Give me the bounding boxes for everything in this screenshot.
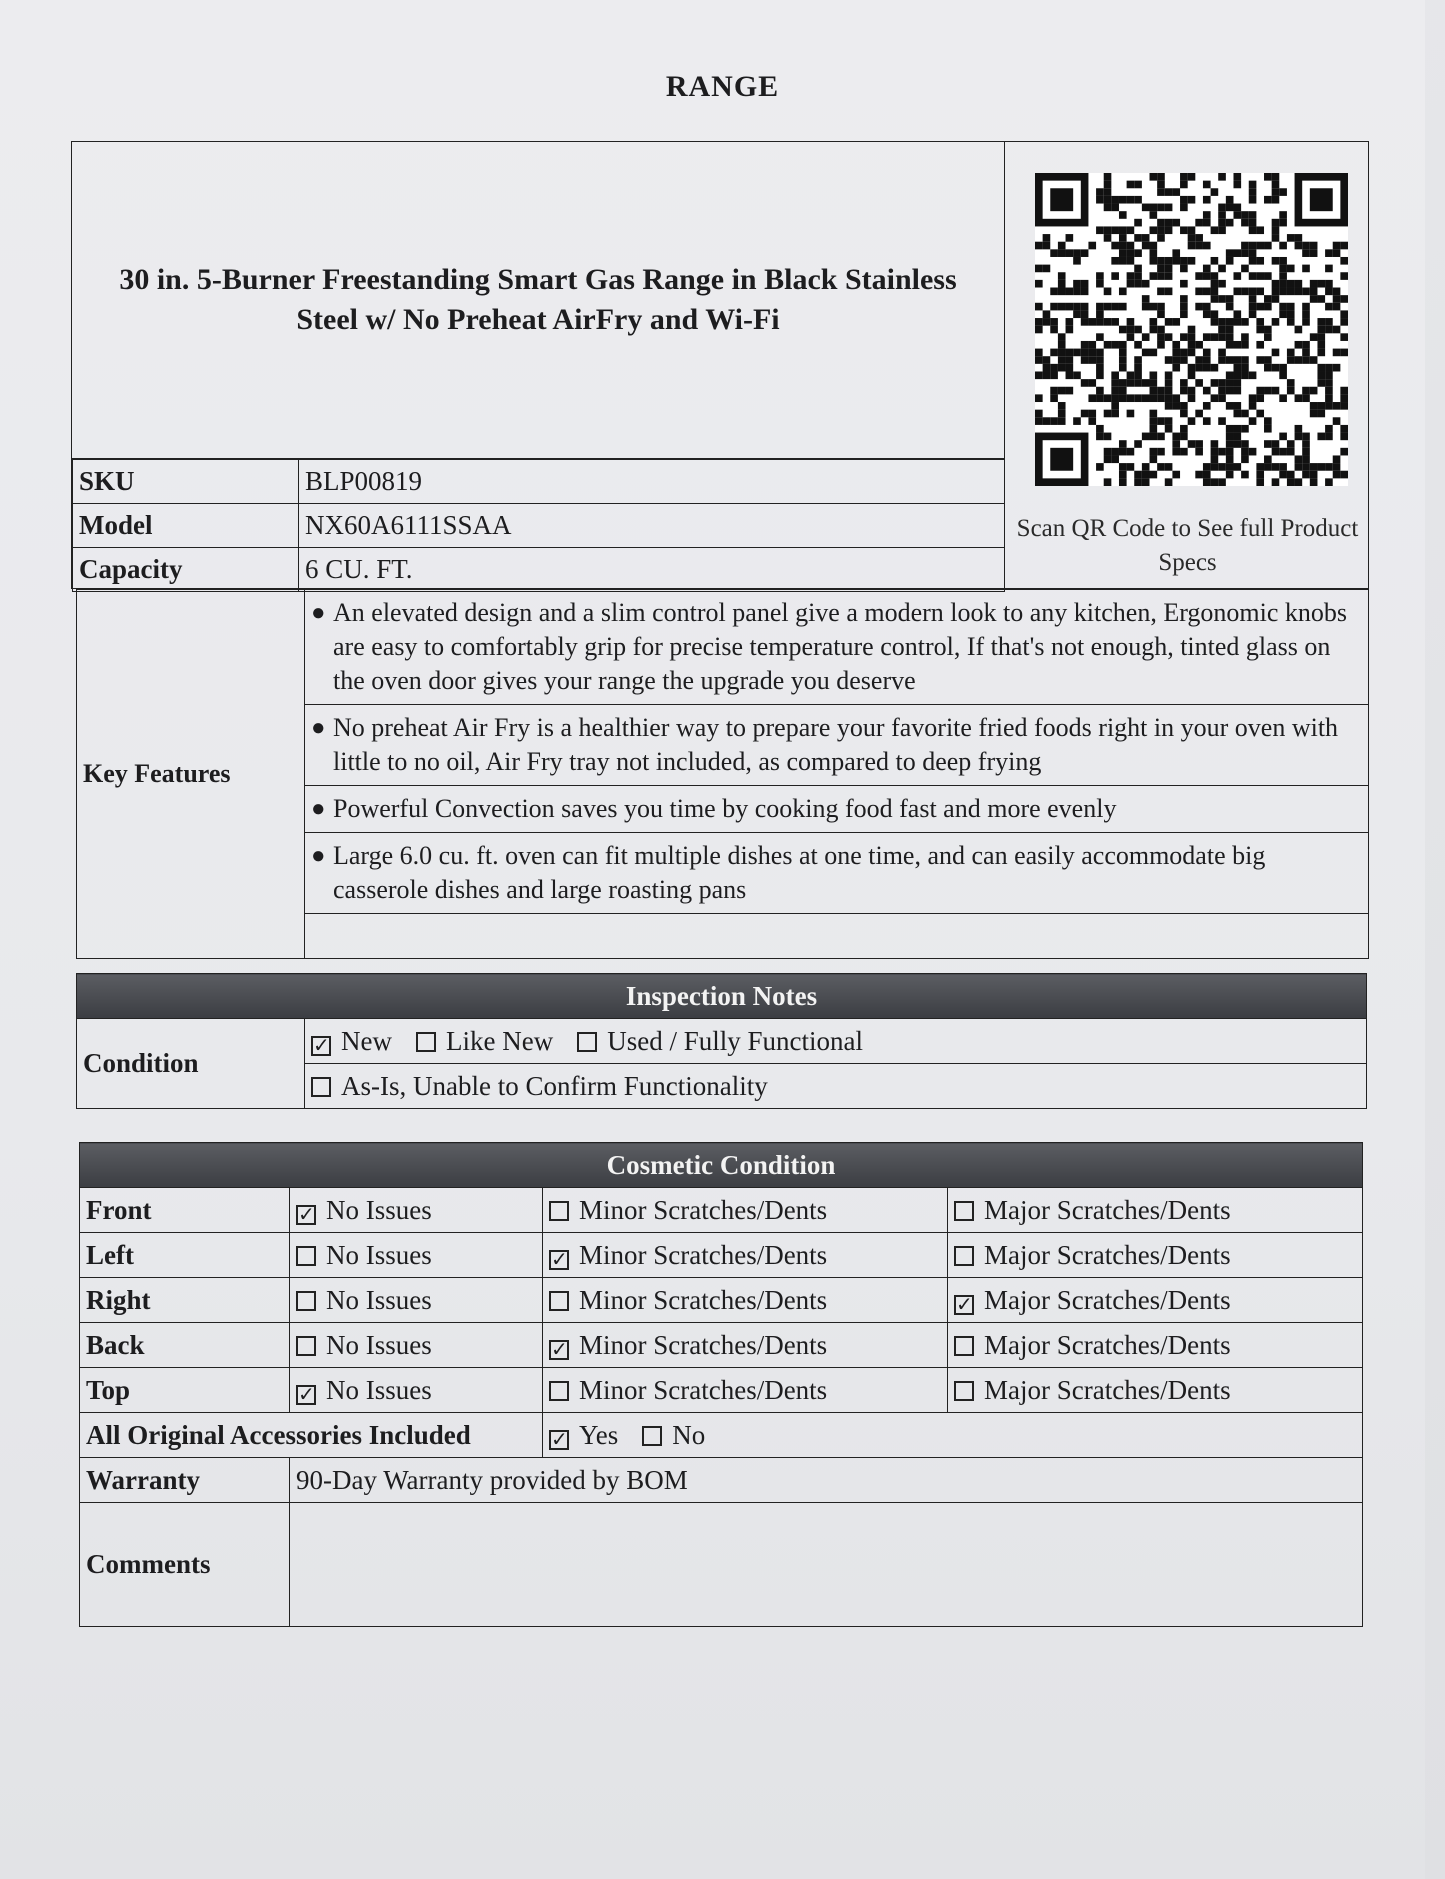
checked-box-icon[interactable]: ✓ (298, 1383, 315, 1406)
empty-box-icon[interactable] (416, 1032, 436, 1052)
checkbox-label: Minor Scratches/Dents (579, 1374, 828, 1405)
qr-caption: Scan QR Code to See full Product Specs (1016, 515, 1359, 576)
cosmetic-row-label: Right (80, 1278, 290, 1323)
empty-box-icon[interactable] (954, 1246, 974, 1266)
checkbox-label: Major Scratches/Dents (984, 1374, 1231, 1405)
checkbox-option[interactable] (954, 1375, 1231, 1406)
checked-box-icon[interactable]: ✓ (551, 1248, 568, 1271)
empty-box-icon[interactable] (577, 1032, 597, 1052)
checkbox-option[interactable] (296, 1195, 432, 1226)
empty-box-icon[interactable] (311, 1077, 331, 1097)
spec-label: Model (73, 504, 299, 548)
bullet-icon: ● (311, 715, 326, 741)
page-title: RANGE (665, 70, 780, 103)
empty-box-icon[interactable] (296, 1336, 316, 1356)
feature-item: ● Large 6.0 cu. ft. oven can fit multiple dishes at one time, and can easily accommodate big casserole dishes and large roasting pans (305, 833, 1368, 913)
checkbox-label: No Issues (326, 1194, 432, 1225)
qr-cell (1005, 142, 1370, 590)
checkbox-label: No Issues (326, 1239, 432, 1270)
checkbox-label: Minor Scratches/Dents (579, 1239, 828, 1270)
checkbox-label: Used / Fully Functional (607, 1025, 863, 1056)
cosmetic-row-front (80, 1188, 1363, 1233)
empty-box-icon[interactable] (642, 1426, 662, 1446)
warranty-value: 90-Day Warranty provided by BOM (290, 1458, 1363, 1503)
checkbox-option[interactable] (549, 1330, 827, 1361)
checked-box-icon[interactable]: ✓ (313, 1034, 330, 1057)
checkbox-option[interactable] (296, 1375, 432, 1406)
condition-row-1 (305, 1019, 1367, 1064)
checkbox-option[interactable] (954, 1195, 1231, 1226)
checkbox-label: No Issues (326, 1329, 432, 1360)
spec-value: NX60A6111SSAA (299, 504, 1005, 548)
spec-value: BLP00819 (299, 460, 1005, 504)
checkbox-option[interactable] (311, 1071, 768, 1102)
spec-row-model (73, 504, 1005, 548)
checkbox-option[interactable] (954, 1330, 1231, 1361)
cosmetic-row-label: Left (80, 1233, 290, 1278)
empty-box-icon[interactable] (954, 1381, 974, 1401)
cosmetic-row-label: Top (80, 1368, 290, 1413)
bullet-icon: ● (311, 600, 326, 626)
bullet-icon: ● (311, 843, 326, 869)
checkbox-option[interactable] (296, 1330, 432, 1361)
comments-label: Comments (80, 1503, 290, 1627)
spec-row-sku (73, 460, 1005, 504)
cosmetic-condition-header: Cosmetic Condition (80, 1143, 1363, 1188)
empty-box-icon[interactable] (549, 1291, 569, 1311)
checkbox-option[interactable] (954, 1285, 1231, 1316)
spec-label: Capacity (73, 548, 299, 592)
feature-empty-row (305, 914, 1369, 959)
spec-row-capacity (73, 548, 1005, 592)
empty-box-icon[interactable] (549, 1381, 569, 1401)
checkbox-option[interactable] (954, 1240, 1231, 1271)
product-title: 30 in. 5-Burner Freestanding Smart Gas Range in Black Stainless Steel w/ No Preheat AirFry and Wi-Fi (72, 142, 1005, 459)
qr-code[interactable] (1035, 173, 1348, 486)
accessories-label: All Original Accessories Included (80, 1413, 543, 1458)
feature-item: ● An elevated design and a slim control panel give a modern look to any kitchen, Ergonomic knobs are easy to comfortably grip for precise temperature control, If that's not enough, tinted glass on the oven door gives your range the upgrade you deserve (305, 590, 1368, 704)
checkbox-label: Minor Scratches/Dents (579, 1194, 828, 1225)
empty-box-icon[interactable] (954, 1201, 974, 1221)
comments-row (80, 1503, 1363, 1627)
cosmetic-row-right (80, 1278, 1363, 1323)
feature-item: ● Powerful Convection saves you time by cooking food fast and more evenly (305, 786, 1368, 832)
spec-table (72, 459, 1005, 592)
cosmetic-row-top (80, 1368, 1363, 1413)
cosmetic-row-label: Back (80, 1323, 290, 1368)
key-features-label: Key Features (77, 590, 305, 959)
checkbox-label: No Issues (326, 1374, 432, 1405)
checkbox-label: Major Scratches/Dents (984, 1239, 1231, 1270)
accessories-row (80, 1413, 1363, 1458)
condition-row-2 (305, 1064, 1367, 1109)
warranty-label: Warranty (80, 1458, 290, 1503)
cosmetic-condition-table (79, 1142, 1363, 1627)
product-box (71, 141, 1369, 589)
checkbox-label: Major Scratches/Dents (984, 1329, 1231, 1360)
checkbox-label: As-Is, Unable to Confirm Functionality (341, 1070, 768, 1101)
checkbox-option[interactable] (549, 1285, 827, 1316)
empty-box-icon[interactable] (954, 1336, 974, 1356)
empty-box-icon[interactable] (296, 1291, 316, 1311)
spec-value: 6 CU. FT. (299, 548, 1005, 592)
checkbox-option[interactable] (549, 1375, 827, 1406)
cosmetic-row-left (80, 1233, 1363, 1278)
checkbox-option[interactable] (549, 1195, 827, 1226)
checked-box-icon[interactable]: ✓ (298, 1203, 315, 1226)
checkbox-label: Major Scratches/Dents (984, 1194, 1231, 1225)
cosmetic-row-back (80, 1323, 1363, 1368)
checkbox-option[interactable] (577, 1026, 863, 1057)
checkbox-label: No (672, 1419, 706, 1450)
checkbox-label: Major Scratches/Dents (984, 1284, 1231, 1315)
comments-field[interactable] (290, 1503, 1363, 1627)
checked-box-icon[interactable]: ✓ (551, 1338, 568, 1361)
checked-box-icon[interactable]: ✓ (551, 1428, 568, 1451)
checkbox-label: Like New (445, 1025, 554, 1056)
checkbox-option[interactable] (296, 1285, 432, 1316)
inspection-notes-table (76, 973, 1367, 1109)
checkbox-option[interactable] (311, 1026, 392, 1057)
condition-label: Condition (77, 1019, 305, 1109)
spec-label: SKU (73, 460, 299, 504)
checkbox-option[interactable] (549, 1240, 827, 1271)
checkbox-option[interactable] (549, 1420, 618, 1451)
checkbox-label: New (341, 1025, 392, 1056)
key-features-table (76, 589, 1369, 959)
bullet-icon: ● (311, 796, 326, 822)
empty-box-icon[interactable] (549, 1201, 569, 1221)
empty-box-icon[interactable] (296, 1246, 316, 1266)
checkbox-option[interactable] (416, 1026, 553, 1057)
checkbox-option[interactable] (296, 1240, 432, 1271)
checkbox-label: No Issues (326, 1284, 432, 1315)
checkbox-option[interactable] (642, 1420, 705, 1451)
checkbox-label: Minor Scratches/Dents (579, 1329, 828, 1360)
warranty-row (80, 1458, 1363, 1503)
checked-box-icon[interactable]: ✓ (956, 1293, 973, 1316)
cosmetic-row-label: Front (80, 1188, 290, 1233)
inspection-notes-header: Inspection Notes (77, 974, 1367, 1019)
checkbox-label: Yes (579, 1419, 619, 1450)
checkbox-label: Minor Scratches/Dents (579, 1284, 828, 1315)
feature-item: ● No preheat Air Fry is a healthier way to prepare your favorite fried foods right in your oven with little to no oil, Air Fry tray not included, as compared to deep frying (305, 705, 1368, 785)
